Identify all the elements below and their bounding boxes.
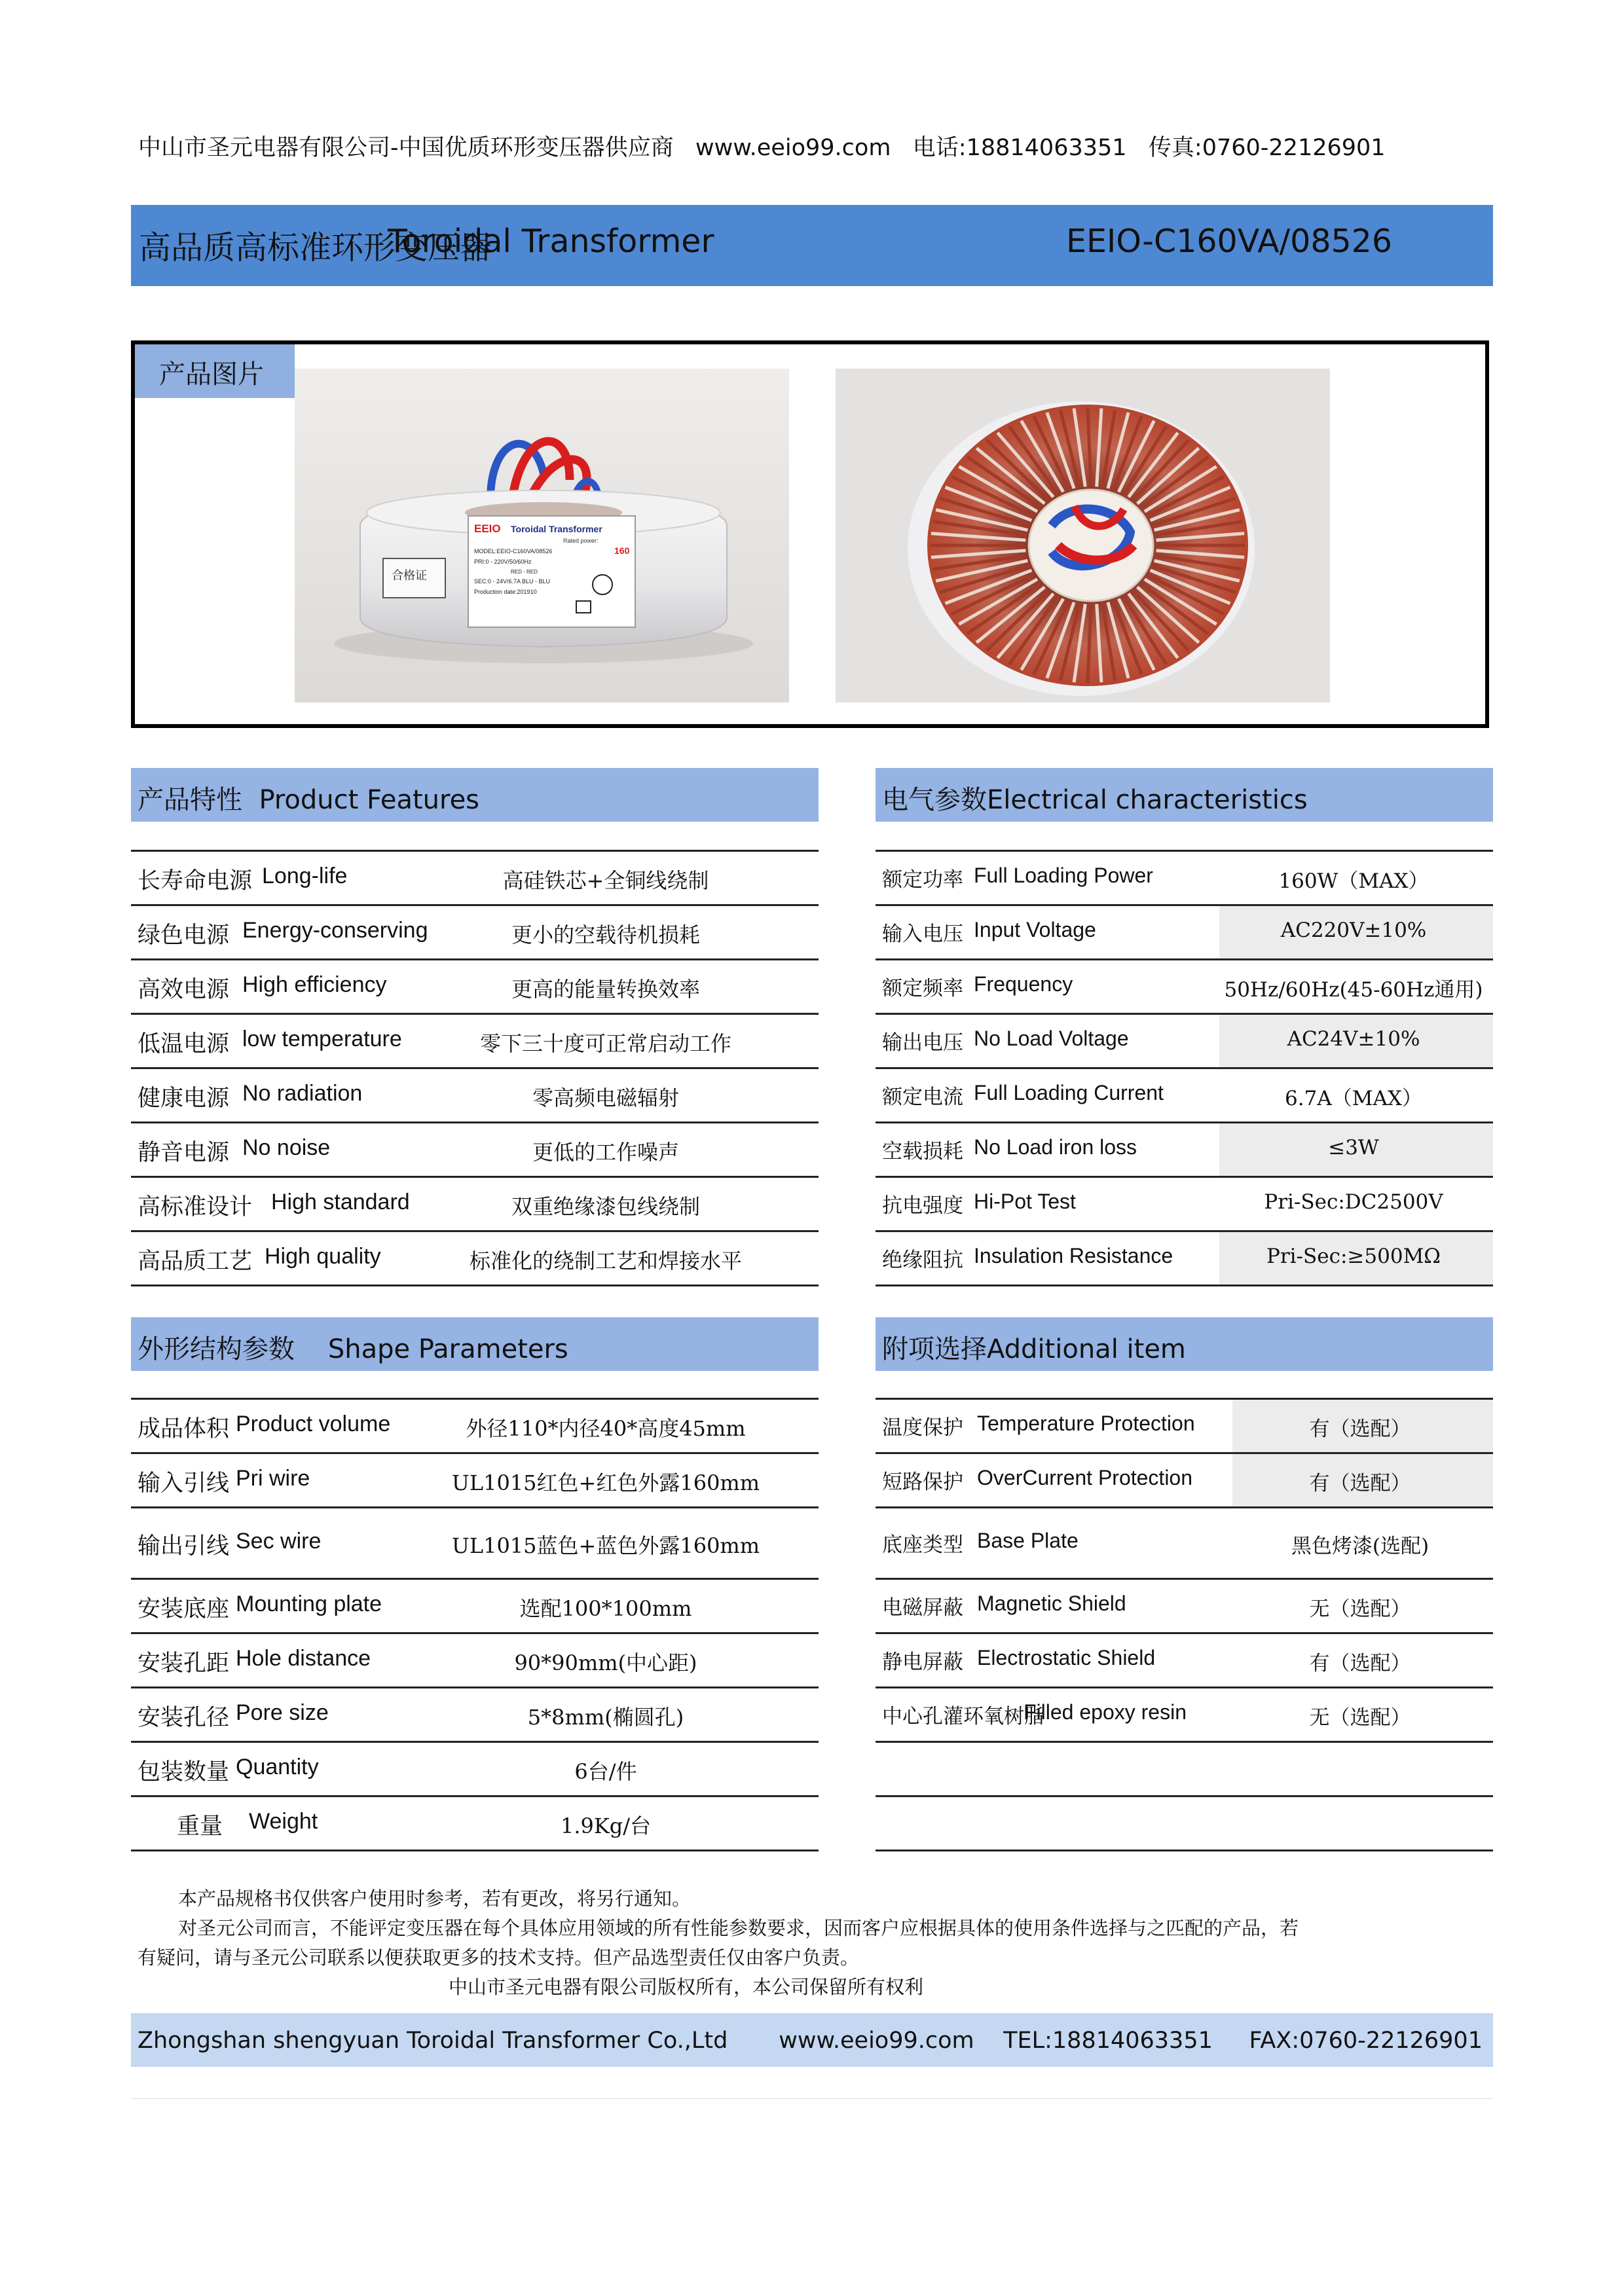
shape-row-value: 外径110*内径40*高度45mm (466, 1416, 746, 1441)
shape-row-label-en: Hole distance (236, 1646, 371, 1671)
label-rated: Rated power: (563, 538, 599, 544)
electrical-row-value: AC220V±10% (1280, 919, 1427, 942)
additional-row-value: 有（选配） (1309, 1652, 1411, 1675)
shape-row-value: 6台/件 (574, 1759, 637, 1784)
electrical-row-label-en: Frequency (974, 972, 1073, 996)
photo-top-view (836, 369, 1330, 702)
pictures-label: 产品图片 (159, 359, 264, 390)
features-row-rule (131, 958, 819, 960)
shape-row-value: UL1015蓝色+蓝色外露160mm (451, 1533, 760, 1558)
electrical-row-value: 6.7A（MAX） (1285, 1087, 1422, 1110)
bottom-divider (131, 2098, 1493, 2099)
transformer-side-illustration (295, 369, 789, 702)
shape-row-label-en: Sec wire (236, 1529, 322, 1554)
label-sec: SEC:0 - 24V/6.7A BLU - BLU (474, 578, 551, 585)
features-row-label-cn: 高标准设计 (138, 1194, 253, 1220)
features-row-value: 标准化的绕制工艺和焊接水平 (469, 1248, 742, 1273)
note-line-2: 对圣元公司而言，不能评定变压器在每个具体应用领域的所有性能参数要求，因而客户应根据具体的使用条件选择与之匹配的产品，若 (178, 1917, 1299, 1939)
features-row-label-cn: 高效电源 (138, 977, 230, 1003)
product-title-en: Toroidal Transformer (388, 223, 714, 260)
electrical-row-rule (876, 1067, 1493, 1069)
electrical-row-label-cn: 额定频率 (882, 977, 963, 1000)
label-brand: EEIO (474, 522, 501, 535)
features-row-label-en: High quality (265, 1244, 381, 1269)
electrical-row-rule (876, 1285, 1493, 1286)
electrical-row-value: 160W（MAX） (1278, 869, 1429, 893)
shape-rule-top (131, 1398, 819, 1400)
shape-row-rule (131, 1741, 819, 1743)
features-row-label-cn: 长寿命电源 (138, 868, 253, 894)
electrical-row-value: AC24V±10% (1287, 1027, 1420, 1051)
features-row-label-en: High efficiency (242, 972, 387, 997)
additional-row-label-cn: 底座类型 (882, 1533, 963, 1557)
label-pri: PRI:0 - 220V/50/60Hz (474, 558, 532, 565)
features-title: 产品特性 Product Features (138, 785, 480, 815)
additional-row-value: 有（选配） (1309, 1417, 1411, 1441)
electrical-row-label-en: Input Voltage (974, 918, 1096, 941)
features-row-value: 高硅铁芯+全铜线绕制 (502, 868, 709, 893)
copyright-line: 中山市圣元电器有限公司版权所有，本公司保留所有权利 (449, 1976, 924, 1998)
features-row-label-cn: 高品质工艺 (138, 1248, 253, 1275)
electrical-row-label-en: No Load Voltage (974, 1027, 1129, 1050)
photo-side-view (295, 369, 789, 702)
electrical-row-label-en: Full Loading Current (974, 1081, 1164, 1104)
additional-row-rule (876, 1578, 1493, 1580)
product-model: EEIO-C160VA/08526 (1066, 223, 1393, 260)
features-row-value: 更小的空载待机损耗 (511, 922, 700, 947)
company-contact-line: 中山市圣元电器有限公司-中国优质环形变压器供应商 www.eeio99.com 电话:18814063351 传真:0760-22126901 (138, 135, 1386, 161)
additional-row-rule (876, 1632, 1493, 1634)
additional-row-rule (876, 1686, 1493, 1688)
electrical-row-rule (876, 958, 1493, 960)
additional-row-label-cn: 温度保护 (882, 1416, 963, 1440)
shape-row-label-en: Pore size (236, 1700, 329, 1725)
electrical-row-label-en: No Load iron loss (974, 1135, 1137, 1159)
note-line-1: 本产品规格书仅供客户使用时参考，若有更改，将另行通知。 (178, 1887, 692, 1910)
shape-row-label-cn: 重量 (177, 1813, 223, 1840)
electrical-row-label-cn: 输出电压 (882, 1031, 963, 1055)
shape-row-label-cn: 安装孔径 (138, 1705, 230, 1731)
label-date: Production date:201910 (474, 589, 537, 595)
shape-row-label-en: Pri wire (236, 1466, 310, 1491)
electrical-title: 电气参数Electrical characteristics (882, 785, 1308, 815)
electrical-row-rule (876, 1176, 1493, 1178)
additional-row-value: 无（选配） (1309, 1706, 1411, 1730)
electrical-row-label-en: Insulation Resistance (974, 1244, 1173, 1267)
additional-row-label-cn: 电磁屏蔽 (882, 1596, 963, 1620)
additional-empty-rule (876, 1850, 1493, 1851)
shape-row-rule (131, 1452, 819, 1454)
additional-row-label-en: Filled epoxy resin (1024, 1700, 1187, 1724)
electrical-row-label-en: Hi-Pot Test (974, 1190, 1076, 1213)
qualified-seal: 合格证 (392, 569, 427, 583)
shape-row-value: 5*8mm(椭圆孔) (527, 1705, 684, 1730)
additional-row-label-en: Temperature Protection (977, 1412, 1195, 1435)
features-row-value: 零高频电磁辐射 (532, 1085, 679, 1110)
electrical-row-value: 50Hz/60Hz(45-60Hz通用) (1224, 978, 1483, 1002)
shape-row-value: 1.9Kg/台 (560, 1813, 652, 1838)
shape-row-value: UL1015红色+红色外露160mm (451, 1470, 760, 1495)
features-row-rule (131, 1230, 819, 1232)
features-row-rule (131, 904, 819, 906)
electrical-row-label-cn: 输入电压 (882, 922, 963, 946)
features-row-value: 更低的工作噪声 (532, 1140, 679, 1165)
electrical-row-value: ≤3W (1328, 1136, 1379, 1159)
additional-row-label-cn: 静电屏蔽 (882, 1650, 963, 1674)
shape-row-label-en: Quantity (236, 1755, 319, 1779)
features-row-label-en: No noise (242, 1135, 331, 1160)
shape-title: 外形结构参数 Shape Parameters (138, 1334, 568, 1364)
electrical-row-value: Pri-Sec:≥500MΩ (1266, 1245, 1441, 1268)
shape-row-label-cn: 安装底座 (138, 1596, 230, 1622)
shape-row-label-cn: 输入引线 (138, 1470, 230, 1497)
shape-row-label-cn: 成品体积 (138, 1416, 230, 1442)
shape-row-rule (131, 1795, 819, 1797)
features-row-rule (131, 1176, 819, 1178)
electrical-row-label-cn: 绝缘阻抗 (882, 1248, 963, 1272)
shape-row-label-en: Mounting plate (236, 1592, 382, 1616)
note-line-3: 有疑问，请与圣元公司联系以便获取更多的技术支持。但产品选型责任仅由客户负责。 (138, 1946, 860, 1969)
additional-row-value: 黑色烤漆(选配) (1291, 1535, 1430, 1558)
additional-row-value: 有（选配） (1309, 1472, 1411, 1495)
features-row-value: 零下三十度可正常启动工作 (479, 1031, 731, 1056)
features-row-label-en: Energy-conserving (242, 918, 428, 943)
shape-row-rule (131, 1632, 819, 1634)
features-row-value: 更高的能量转换效率 (511, 977, 700, 1002)
features-row-rule (131, 1285, 819, 1286)
features-row-label-en: Long-life (262, 864, 348, 888)
shape-row-label-en: Product volume (236, 1412, 391, 1436)
product-title-cn: 高品质高标准环形变压器 (139, 229, 492, 266)
shape-row-label-en: Weight (249, 1809, 318, 1834)
shape-row-value: 选配100*100mm (519, 1596, 692, 1621)
features-row-label-en: No radiation (242, 1081, 363, 1106)
features-row-label-cn: 绿色电源 (138, 922, 230, 949)
electrical-row-label-cn: 抗电强度 (882, 1194, 963, 1218)
features-row-label-cn: 低温电源 (138, 1031, 230, 1057)
transformer-top-illustration (836, 369, 1330, 702)
features-rule-top (131, 850, 819, 852)
features-row-label-en: High standard (271, 1190, 410, 1214)
additional-row-value: 无（选配） (1309, 1597, 1411, 1621)
features-row-rule (131, 1121, 819, 1123)
footer-contact: Zhongshan shengyuan Toroidal Transformer Co.,Ltd www.eeio99.com TEL:18814063351 FAX:0760-22126901 (138, 2028, 1483, 2054)
features-row-label-cn: 健康电源 (138, 1085, 230, 1112)
additional-row-label-en: OverCurrent Protection (977, 1466, 1193, 1489)
shape-row-label-cn: 输出引线 (138, 1533, 230, 1559)
shape-row-label-cn: 包装数量 (138, 1759, 230, 1785)
features-row-label-en: low temperature (242, 1027, 402, 1051)
additional-empty-rule (876, 1795, 1493, 1797)
electrical-row-label-cn: 空载损耗 (882, 1140, 963, 1163)
shape-row-value: 90*90mm(中心距) (514, 1650, 697, 1675)
electrical-row-label-cn: 额定功率 (882, 868, 963, 892)
additional-row-rule (876, 1741, 1493, 1743)
additional-row-label-cn: 短路保护 (882, 1470, 963, 1494)
label-model: MODEL:EEIO-C160VA/08526 (474, 548, 553, 555)
electrical-row-value: Pri-Sec:DC2500V (1264, 1190, 1443, 1214)
additional-row-rule (876, 1506, 1493, 1508)
label-rated-value: 160 (614, 545, 630, 556)
label-pri-colors: RED - RED (511, 569, 538, 575)
additional-title: 附项选择Additional item (882, 1334, 1186, 1364)
electrical-row-label-cn: 额定电流 (882, 1085, 963, 1109)
shape-row-rule (131, 1850, 819, 1851)
features-row-rule (131, 1067, 819, 1069)
shape-row-label-cn: 安装孔距 (138, 1650, 230, 1677)
additional-row-label-en: Electrostatic Shield (977, 1646, 1156, 1669)
electrical-row-label-en: Full Loading Power (974, 864, 1153, 887)
electrical-rule-top (876, 850, 1493, 852)
shape-row-rule (131, 1506, 819, 1508)
additional-row-label-en: Base Plate (977, 1529, 1079, 1552)
additional-row-label-cn: 中心孔灌环氧树脂 (882, 1705, 1044, 1728)
features-row-label-cn: 静音电源 (138, 1140, 230, 1166)
shape-row-rule (131, 1578, 819, 1580)
label-title: Toroidal Transformer (511, 524, 602, 534)
features-row-value: 双重绝缘漆包线绕制 (511, 1194, 700, 1219)
shape-row-rule (131, 1686, 819, 1688)
additional-row-label-en: Magnetic Shield (977, 1592, 1126, 1615)
features-row-rule (131, 1013, 819, 1015)
